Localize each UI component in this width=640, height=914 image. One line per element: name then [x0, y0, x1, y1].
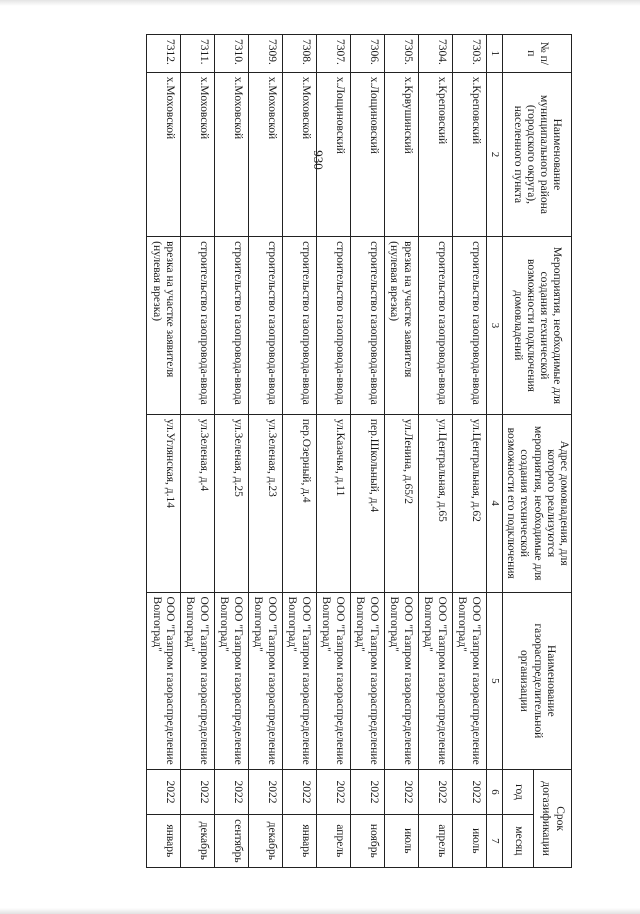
table-row [249, 35, 283, 868]
cell-settlement: х.Моховской [283, 72, 317, 236]
cell-org: ООО "Газпром газораспределение Волгоград" [283, 592, 317, 770]
cell-year: 2022 [385, 770, 419, 814]
cell-measures: строительство газопровода-ввода [283, 237, 317, 415]
cell-measures: врезка на участке заявителя (нулевая врезка) [147, 237, 181, 415]
cell-num: 7303. [452, 35, 486, 73]
col-index: 5 [486, 592, 502, 770]
cell-settlement: х.Лощиновский [317, 72, 351, 236]
cell-year: 2022 [351, 770, 385, 814]
table-row [317, 35, 351, 868]
scan-edge-bottom [0, 908, 640, 914]
cell-org: ООО "Газпром газораспределение Волгоград" [452, 592, 486, 770]
cell-measures: строительство газопровода-ввода [317, 237, 351, 415]
header-settlement: Наименование муниципального района (городского округа), населенного пункта [502, 72, 571, 236]
cell-month: ноябрь [351, 814, 385, 867]
cell-year: 2022 [215, 770, 249, 814]
cell-settlement: х.Моховской [215, 72, 249, 236]
table-row [283, 35, 317, 868]
cell-month: июль [452, 814, 486, 867]
cell-address: ул.Центральная, д.62 [452, 414, 486, 592]
header-year: год [502, 770, 533, 814]
cell-org: ООО "Газпром газораспределение Волгоград" [147, 592, 181, 770]
cell-num: 7310. [215, 35, 249, 73]
rotated-sheet [150, 34, 572, 868]
cell-measures: строительство газопровода-ввода [452, 237, 486, 415]
col-index: 6 [486, 770, 502, 814]
table-row [147, 35, 181, 868]
cell-month: декабрь [181, 814, 215, 867]
cell-address: ул.Зеленая, д.23 [249, 414, 283, 592]
header-month: месяц [502, 814, 533, 867]
cell-settlement: х.Креповский [452, 72, 486, 236]
cell-num: 7309. [249, 35, 283, 73]
cell-org: ООО "Газпром газораспределение Волгоград" [181, 592, 215, 770]
cell-num: 7311. [181, 35, 215, 73]
table-row [452, 35, 486, 868]
cell-num: 7305. [385, 35, 419, 73]
cell-num: 7308. [283, 35, 317, 73]
cell-settlement: х.Крвушинский [385, 72, 419, 236]
cell-org: ООО "Газпром газораспределение Волгоград" [385, 592, 419, 770]
header-num: № п/п [502, 35, 571, 73]
cell-month: январь [147, 814, 181, 867]
table-row [181, 35, 215, 868]
cell-month: сентябрь [215, 814, 249, 867]
gasification-table [146, 34, 572, 868]
cell-num: 7307. [317, 35, 351, 73]
col-index: 2 [486, 72, 502, 236]
cell-measures: врезка на участке заявителя (нулевая врезка) [385, 237, 419, 415]
header-measures: Мероприятия, необходимые для создания технической возможности подключения домовладений [502, 237, 571, 415]
scan-edge-top [0, 0, 640, 6]
cell-measures: строительство газопровода-ввода [215, 237, 249, 415]
cell-address: ул.Зеленая, д.25 [215, 414, 249, 592]
col-index: 7 [486, 814, 502, 867]
cell-settlement: х.Моховской [147, 72, 181, 236]
cell-settlement: х.Моховской [181, 72, 215, 236]
cell-address: пер.Озерный, д.4 [283, 414, 317, 592]
cell-measures: строительство газопровода-ввода [351, 237, 385, 415]
cell-org: ООО "Газпром газораспределение Волгоград" [317, 592, 351, 770]
cell-address: ул.Зеленая, д.4 [181, 414, 215, 592]
cell-address: пер.Школьный, д.4 [351, 414, 385, 592]
table-row [419, 35, 453, 868]
cell-org: ООО "Газпром газораспределение Волгоград" [249, 592, 283, 770]
cell-address: ул.Центральная, д.65 [419, 414, 453, 592]
cell-org: ООО "Газпром газораспределение Волгоград" [351, 592, 385, 770]
col-index: 4 [486, 414, 502, 592]
cell-measures: строительство газопровода-ввода [181, 237, 215, 415]
cell-month: декабрь [249, 814, 283, 867]
cell-num: 7306. [351, 35, 385, 73]
cell-month: январь [283, 814, 317, 867]
cell-measures: строительство газопровода-ввода [419, 237, 453, 415]
table-row [351, 35, 385, 868]
cell-year: 2022 [181, 770, 215, 814]
header-address: Адрес домовладения, для которого реализуются мероприятия, необходимые для создания технической возможности его подключения [502, 414, 571, 592]
cell-year: 2022 [419, 770, 453, 814]
cell-year: 2022 [452, 770, 486, 814]
cell-address: ул.Углянская, д.14 [147, 414, 181, 592]
cell-measures: строительство газопровода-ввода [249, 237, 283, 415]
cell-year: 2022 [147, 770, 181, 814]
table-row [385, 35, 419, 868]
cell-month: апрель [317, 814, 351, 867]
cell-org: ООО "Газпром газораспределение Волгоград" [215, 592, 249, 770]
table-row [215, 35, 249, 868]
cell-month: апрель [419, 814, 453, 867]
cell-settlement: х.Моховской [249, 72, 283, 236]
cell-org: ООО "Газпром газораспределение Волгоград" [419, 592, 453, 770]
cell-month: июль [385, 814, 419, 867]
cell-address: ул.Казачья, д.11 [317, 414, 351, 592]
col-index: 1 [486, 35, 502, 73]
page-number: 930 [310, 150, 326, 170]
cell-year: 2022 [249, 770, 283, 814]
cell-year: 2022 [317, 770, 351, 814]
header-row-top [533, 35, 571, 868]
table-rotor [150, 34, 572, 868]
cell-num: 7312. [147, 35, 181, 73]
col-index: 3 [486, 237, 502, 415]
cell-num: 7304. [419, 35, 453, 73]
cell-address: ул.Ленина, д.65/2 [385, 414, 419, 592]
cell-settlement: х.Лощиновский [351, 72, 385, 236]
cell-year: 2022 [283, 770, 317, 814]
header-org: Наименование газораспределительной организации [502, 592, 571, 770]
column-index-row [486, 35, 502, 868]
cell-settlement: х.Креповский [419, 72, 453, 236]
header-deadline: Срок догазификации [533, 770, 571, 868]
